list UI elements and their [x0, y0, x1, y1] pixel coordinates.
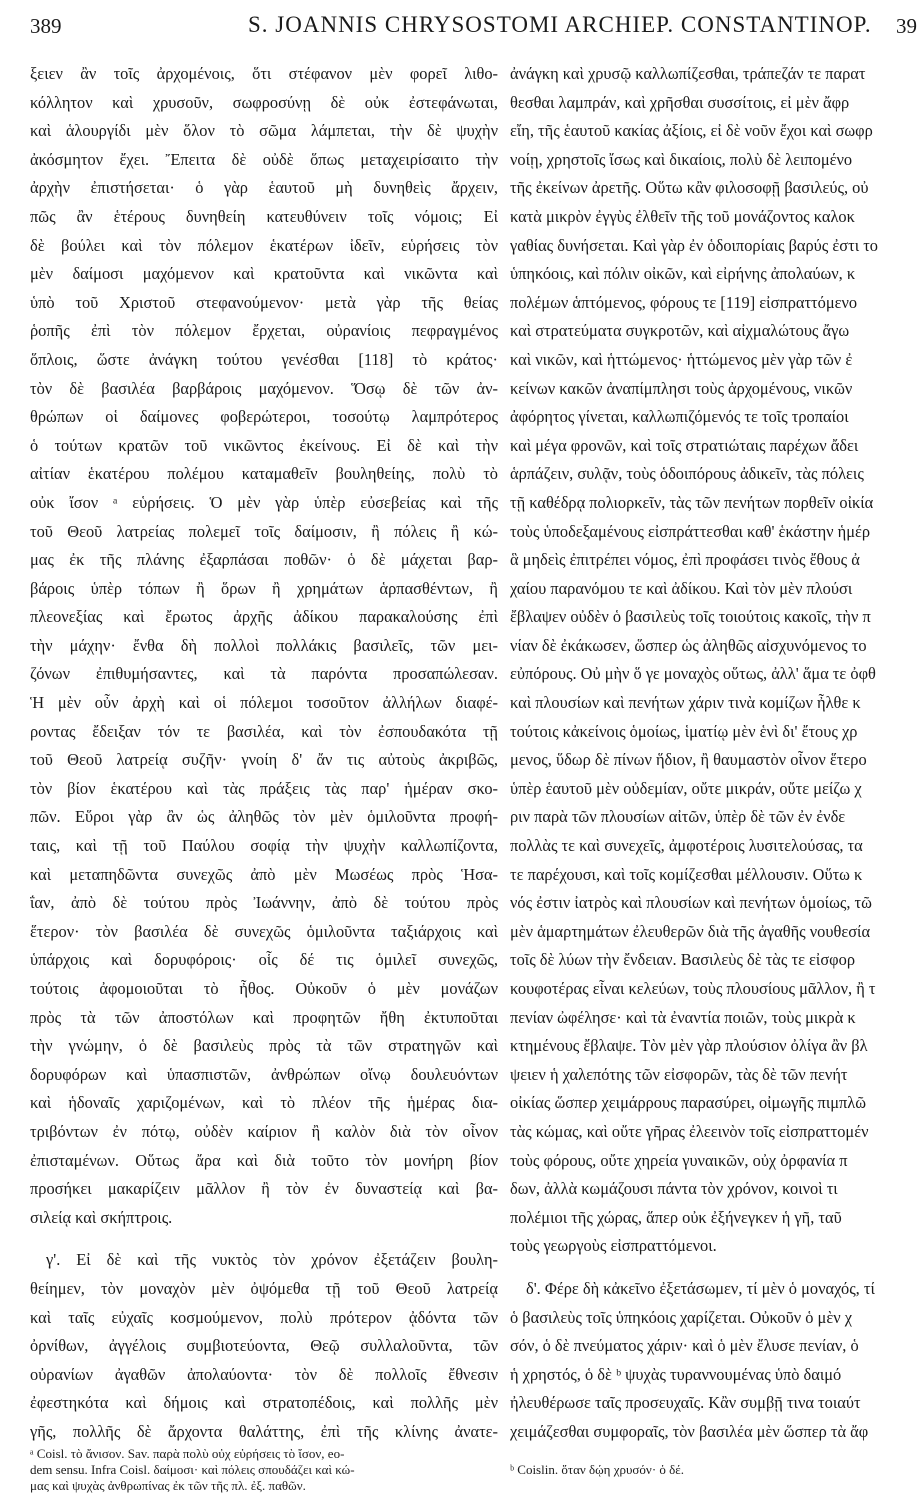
text-line: ριν παρὰ τῶν πλουσίων αἰτῶν, ὑπὲρ δὲ τῶν ἐν ἐνδε	[510, 807, 846, 827]
text-line: καὶ μεταπηδῶντα συνεχῶς ἀπὸ μὲν Μωσέως πρὸς Ἡσα-	[30, 864, 498, 884]
text-line: ᵃ Coisl. τὸ ἄνισον. Sav. παρὰ πολὺ οὐχ εὑρήσεις τὸ ἴσον, eo-	[30, 1446, 345, 1461]
text-line: ἁρπάζειν, συλᾷν, τοὺς ὁδοιπόρους ἀδικεῖν, τὰς πόλεις	[510, 464, 864, 484]
text-line: χαίου παρανόμου τε καὶ ἀδίκου. Καὶ τὸν μὲν πλούσι	[510, 578, 853, 598]
text-line: ΐαν, ἀπὸ δὲ τούτου πρὸς Ἰωάννην, ἀπὸ δὲ τούτου πρὸς	[30, 893, 498, 913]
text-line: ἕτερον· τὸν βασιλέα δὲ συνεχῶς ὁμιλοῦντα ταξιάρχοις καὶ	[30, 921, 498, 941]
text-line: ἐπισταμένων. Οὕτως ἄρα καὶ διὰ τοῦτο τὸν μονήρη βίον	[30, 1150, 498, 1170]
text-line: ξειεν ἂν τοῖς ἀρχομένοις, ὅτι στέφανον μὲν φορεῖ λιθο-	[30, 64, 498, 83]
text-line: πολέμιοι τῆς χώρας, ἅπερ οὐκ ἐξήνεγκεν ἡ γῆ, ταῦ	[510, 1207, 842, 1227]
text-line: δων, ἀλλὰ κωμάζουσι πάντα τὸν χρόνον, κοινοὶ τι	[510, 1179, 838, 1199]
page-number: 389	[30, 14, 62, 38]
text-line: μὲν ἁμαρτημάτων ἐλευθερῶν διὰ τῆς ἀγαθῆς νουθεσία	[510, 921, 871, 941]
text-line: πλεονεξίας καὶ ἔρωτος ἀρχῆς ἀδίκου παρακαλούσης ἐπὶ	[30, 607, 498, 627]
text-line: νίαν δὲ ἐκάκωσεν, ὥσπερ ὡς ἀληθῶς αἰσχυνόμενος το	[510, 635, 867, 655]
text-line: Ἡ μὲν οὖν ἀρχὴ καὶ οἱ πόλεμοι τοσοῦτον ἀλλήλων διαφέ-	[30, 693, 498, 713]
text-line: βάροις ὑπὲρ τόπων ἢ ὅρων ἢ χρημάτων ἁρπασθέντων, ἢ	[30, 578, 498, 598]
text-line: ὀρνίθων, ἀγγέλοις συμβιοτεύοντα, Θεῷ συλλαλοῦντα, τῶν	[30, 1336, 498, 1356]
text-line: ζόνων ἐπιθυμήσαντες, καὶ τὰ παρόντα προσαπώλεσαν.	[30, 664, 498, 684]
text-line: οὐκ ἴσον ᵃ εὑρήσεις. Ὁ μὲν γὰρ ὑπὲρ εὐσεβείας καὶ τῆς	[30, 492, 498, 512]
text-line: ὑπάρχοις καὶ δορυφόροις· οἷς δέ τις ὁμιλεῖ συνεχῶς,	[30, 950, 498, 970]
text-line: χειμάζεσθαι συμφοραῖς, τὸν βασιλέα μὲν ὥσπερ τὰ ἄφ	[510, 1421, 869, 1441]
text-line: οἰκίας ὥσπερ χειμάρρους παρασύρει, οἰμωγῆς πιμπλῶ	[510, 1093, 867, 1113]
text-line: τοὺς φόρους, οὔτε χηρεία γυναικῶν, οὐχ ὀρφανία π	[510, 1150, 848, 1170]
paragraph-gap	[30, 1232, 498, 1246]
text-line: αἰτίαν ἑκατέρου πολέμου καταμαθεῖν βουληθείης, πολὺ τὸ	[30, 464, 498, 484]
text-line: ροντας ἔδειξαν τόν τε βασιλέα, καὶ τὸν ἐσπουδακότα τῇ	[30, 721, 498, 741]
text-line: ὑπὸ τοῦ Χριστοῦ στεφανούμενον· μετὰ γὰρ τῆς θείας	[30, 292, 498, 312]
text-line: καὶ πλουσίων καὶ πενήτων χάριν τινὰ κομίζων ἦλθε κ	[510, 693, 861, 713]
text-line: καὶ μέγα φρονῶν, καὶ τοῖς στρατιώταις παρέχων ἄδει	[510, 435, 859, 455]
text-line: ῥοπῆς ἐπὶ τὸν πόλεμον ἔρχεται, οὐρανίοις πεφραγμένος	[30, 321, 498, 341]
text-line: ἃ μηδεὶς ἐπιτρέπει νόμος, ἐπὶ προφάσει τινὸς ἔθους ἀ	[510, 550, 860, 570]
text-line: μενος, ὕδωρ δὲ πίνων ἥδιον, ἢ θαυμαστὸν οἶνον ἕτερο	[510, 750, 867, 770]
text-line: κείνων κακῶν ἀναπίμπλησι τοὺς ἀρχομένους, νικῶν	[510, 378, 853, 398]
text-line: τριβόντων ἐν πότῳ, οὐδὲν καίριον ἢ καλὸν διὰ τὸν οἶνον	[30, 1121, 498, 1141]
text-line: μὲν δαίμοσι μαχόμενον καὶ κρατοῦντα καὶ νικῶντα καὶ	[30, 264, 498, 284]
text-line: ἡ χρηστός, ὁ δὲ ᵇ ψυχὰς τυραννουμένας ὑπὸ δαιμό	[510, 1364, 842, 1384]
text-line: ἔβλαψεν οὐδὲν ὁ βασιλεὺς τοῖς τοιούτοις κακοῖς, τὴν π	[510, 607, 871, 627]
text-line: τοῖς δὲ λύων τὴν ἔνδειαν. Βασιλεὺς δὲ τὰς τε εἰσφορ	[510, 950, 856, 970]
text-line: δορυφόρων καὶ ὑπασπιστῶν, ἀνθρώπων οἴνῳ δουλευόντων	[30, 1064, 498, 1084]
text-line: πενίαν ὠφέλησε· καὶ τὰ ἐναντία ποιῶν, τοὺς μικρὰ κ	[510, 1007, 856, 1027]
text-line: γ'. Εἰ δὲ καὶ τῆς νυκτὸς τὸν χρόνον ἐξετάζειν βουλη-	[46, 1250, 498, 1270]
text-line: ψειεν ἡ χαλεπότης τῶν εἰσφορῶν, τὰς δὲ τῶν πενήτ	[510, 1064, 848, 1084]
text-line: τούτοις κἀκείνοις ὁμοίως, ἱματίῳ μὲν ἑνὶ δι' ἔτους χρ	[510, 721, 858, 741]
text-line: πολλὰς τε καὶ συνεχεῖς, ἀμφοτέροις λυσιτελούσας, τα	[510, 836, 863, 856]
footnote-right	[510, 1462, 917, 1478]
text-line: ἀνάγκη καὶ χρυσῷ καλλωπίζεσθαι, τράπεζάν τε παρατ	[510, 64, 866, 83]
running-head	[30, 8, 917, 48]
text-line: τὰς κώμας, καὶ οὔτε γῆρας ἐλεεινὸν τοῖς εἰσπραττομέν	[510, 1121, 869, 1141]
running-title: S. JOANNIS CHRYSOSTOMI ARCHIEP. CONSTANTINOP.	[248, 12, 872, 37]
text-line: τοὺς γεωργοὺς εἰσπραττόμενοι.	[510, 1236, 717, 1256]
text-line: εἴη, τῆς ἑαυτοῦ κακίας ἀξίοις, εἰ δὲ νοῦν ἔχοι καὶ σωφρ	[510, 121, 873, 141]
text-line: κτημένους ἔβλαψε. Τὸν μὲν γὰρ πλούσιον ὀλίγα ἂν βλ	[510, 1036, 868, 1056]
text-line: πρὸς τὰ τῶν ἀποστόλων καὶ προφητῶν ἤθη ἐκτυποῦται	[30, 1007, 498, 1027]
text-line: τῆς ἐκείνων ἀρετῆς. Οὕτω κἂν φιλοσοφῇ βασιλεύς, οὐ	[510, 178, 869, 198]
text-line: μας ἐκ τῆς πλάνης ἐξαρπάσαι ποθῶν· ὁ δὲ μάχεται βαρ-	[30, 550, 498, 570]
text-line: τοὺς ὑποδεξαμένους εἰσπράττεσθαι καθ' ἑκάστην ἡμέρ	[510, 521, 871, 541]
text-line: θείημεν, τὸν μοναχὸν μὲν ὀψόμεθα τῇ τοῦ Θεοῦ λατρείᾳ	[30, 1278, 498, 1298]
text-line: θεσθαι λαμπράν, καὶ χρῆσθαι συσσίτοις, εἰ μὲν ἄφρ	[510, 92, 850, 112]
text-line: τούτοις ἀφομοιοῦται τὸ ἦθος. Οὐκοῦν ὁ μὲν μονάζων	[30, 979, 498, 998]
text-line: θρώπων οἱ δαίμονες φοβερώτεροι, τοσούτῳ λαμπρότερος	[30, 407, 498, 427]
text-line: τε παρέχουσι, καὶ τοῖς κομίζεσθαι μέλλουσιν. Οὕτω κ	[510, 864, 863, 884]
text-line: καὶ στρατεύματα συγκροτῶν, καὶ αἰχμαλώτους ἄγω	[510, 321, 850, 341]
text-line: τῇ καθέδρᾳ πολιορκεῖν, τὰς τῶν πενήτων πορθεῖν οἰκία	[510, 492, 874, 512]
text-line: προσήκει μακαρίζειν μᾶλλον ἢ τὸν ἐν δυναστείᾳ καὶ βα-	[30, 1179, 498, 1199]
text-line: δ'. Φέρε δὴ κἀκεῖνο ἐξετάσωμεν, τί μὲν ὁ μοναχός, τί	[526, 1278, 875, 1298]
text-line: δὲ βούλει καὶ τὸν πόλεμον ἑκατέρων ἰδεῖν, εὑρήσεις τὸν	[30, 235, 498, 255]
text-line: τὴν μάχην· ἔνθα δὴ πολλοὶ πολλάκις βασιλεῖς, τῶν μει-	[30, 635, 498, 655]
text-line: κατὰ μικρὸν ἐγγὺς ἐλθεῖν τῆς τοῦ μονάζοντος καλοκ	[510, 206, 855, 226]
right-column	[510, 60, 917, 1450]
text-line: ἀφόρητος γίνεται, καλλωπιζόμενός τε τοῖς τροπαίοι	[510, 407, 849, 427]
text-line: ὅπλοις, ὥστε ἀνάγκη τούτου γενέσθαι [118] τὸ κράτος·	[30, 349, 498, 369]
text-line: καὶ νικῶν, καὶ ἡττώμενος· ἡττώμενος μὲν γὰρ τῶν ἐ	[510, 349, 853, 369]
text-line: ἐφεστηκότα καὶ δήμοις καὶ στρατοπέδοις, καὶ πολλῆς μὲν	[30, 1393, 498, 1413]
text-line: τοῦ Θεοῦ λατρείας πολεμεῖ τοῖς δαίμοσιν, ἢ πόλεις ἢ κώ-	[30, 521, 498, 541]
text-line: γῆς, πολλῆς δὲ ἄρχοντα θαλάττης, ἐπὶ τῆς κλίνης ἀνατε-	[30, 1421, 498, 1441]
text-line: ταις, καὶ τῇ τοῦ Παύλου σοφίᾳ τὴν ψυχὴν καλλωπίζοντα,	[30, 836, 498, 856]
text-line: κόλλητον καὶ χρυσοῦν, σωφροσύνῃ δὲ οὐκ ἐστεφάνωται,	[30, 92, 498, 112]
text-line: σιλείᾳ καὶ σκήπτροις.	[30, 1207, 173, 1227]
text-line: εὐπόρους. Οὐ μὴν ὅ γε μοναχὸς οὕτως, ἀλλ' ἅμα τε ὀφθ	[510, 664, 876, 684]
text-line: καὶ ταῖς εὐχαῖς κοσμούμενον, πολὺ πρότερον ᾀδόντα τῶν	[30, 1307, 498, 1327]
page-number-right: 39	[896, 14, 917, 38]
text-line: ἀκόσμητον ἔχει. Ἔπειτα δὲ οὐδὲ ὅπως μεταχειρίσαιτο τὴν	[30, 149, 498, 169]
text-line: τὸν δὲ βασιλέα βαρβάροις μαχόμενον. Ὅσῳ δὲ τῶν ἀν-	[30, 378, 498, 398]
text-line: μας καὶ ψυχὰς ἀνθρωπίνας ἐκ τῶν τῆς πλ. ἐξ. παθῶν.	[30, 1478, 306, 1493]
text-line: πολέμων ἁπτόμενος, φόρους τε [119] εἰσπραττόμενο	[510, 292, 858, 312]
text-line: καὶ ἁλουργίδι μὲν ὅλον τὸ σῶμα λάμπεται, τὴν δὲ ψυχὴν	[30, 121, 498, 141]
text-line: οὐρανίων ἀγαθῶν ἀπολαύοντα· τὸν δὲ πολλοῖς ἔθνεσιν	[30, 1364, 498, 1384]
text-line: τὸν βίον ἑκατέρου καὶ τὰς πράξεις τὰς παρ' ἡμέραν σκο-	[30, 778, 498, 798]
paragraph-gap	[510, 1261, 917, 1275]
text-line: πῶν. Εὕροι γὰρ ἂν ὡς ἀληθῶς τὸν μὲν ὁμιλοῦντα προφή-	[30, 807, 498, 827]
text-line: νοίῃ, χρηστοῖς ἴσως καὶ δικαίοις, πολὺ δὲ λειπομένο	[510, 149, 853, 169]
text-line: ἀρχὴν ἐπιστήσεται· ὁ γὰρ ἑαυτοῦ μὴ δυνηθεὶς ἄρχειν,	[30, 178, 498, 198]
text-line: κουφοτέρας εἶναι κελεύων, τοὺς πλουσίους μᾶλλον, ἢ τ	[510, 979, 876, 998]
text-line: καὶ ἡδοναῖς χαριζομένων, καὶ τὸ πλέον τῆς ἡμέρας δια-	[30, 1093, 498, 1113]
text-line: ἠλευθέρωσε ταῖς προσευχαῖς. Κἂν συμβῇ τινα τοιαύτ	[510, 1393, 861, 1413]
text-line: πῶς ἂν ἑτέρους δυνηθείη κατευθύνειν τοῖς νόμοις; Εἰ	[30, 206, 498, 226]
footnote-left	[30, 1446, 498, 1494]
text-line	[510, 1447, 917, 1451]
text-line: σόν, ὁ δὲ πνεύματος χάριν· καὶ ὁ μὲν ἔλυσε πενίαν, ὁ	[510, 1336, 859, 1356]
text-line: ᵇ Coislin. ὅταν δῴη χρυσόν· ὁ δέ.	[510, 1462, 684, 1477]
text-line: νός ἐστιν ἰατρὸς καὶ πλουσίων καὶ πενήτων ὁμοίως, τῶ	[510, 893, 872, 913]
text-line: ὑπηκόοις, καὶ πόλιν οἰκῶν, καὶ εἰρήνης ἀπολαύων, κ	[510, 264, 856, 284]
text-line: ὑπὲρ ἑαυτοῦ μὲν οὐδεμίαν, οὔτε μικράν, οὔτε μείζω χ	[510, 778, 862, 798]
text-line: γαθίας δυνήσεται. Καὶ γὰρ ἐν ὁδοιπορίαις βαρύς ἐστι το	[510, 235, 878, 255]
text-line: ὁ βασιλεὺς τοῖς ὑπηκόοις χαρίζεται. Οὐκοῦν ὁ μὲν χ	[510, 1307, 852, 1327]
left-column	[30, 60, 498, 1450]
text-line: ὁ τούτων κρατῶν τοῦ νικῶντος ἐκείνους. Εἰ δὲ καὶ τὴν	[30, 435, 498, 455]
text-line: τοῦ Θεοῦ λατρείᾳ συζῆν· γνοίη δ' ἄν τις αὐτοὺς ἀκριβῶς,	[30, 750, 498, 770]
text-line: dem sensu. Infra Coisl. δαίμοσι· καὶ πόλεις σπουδάζει καὶ κώ-	[30, 1462, 355, 1477]
text-line: τὴν γνώμην, ὁ δὲ βασιλεὺς πρὸς τὰ τῶν στρατηγῶν καὶ	[30, 1036, 498, 1056]
